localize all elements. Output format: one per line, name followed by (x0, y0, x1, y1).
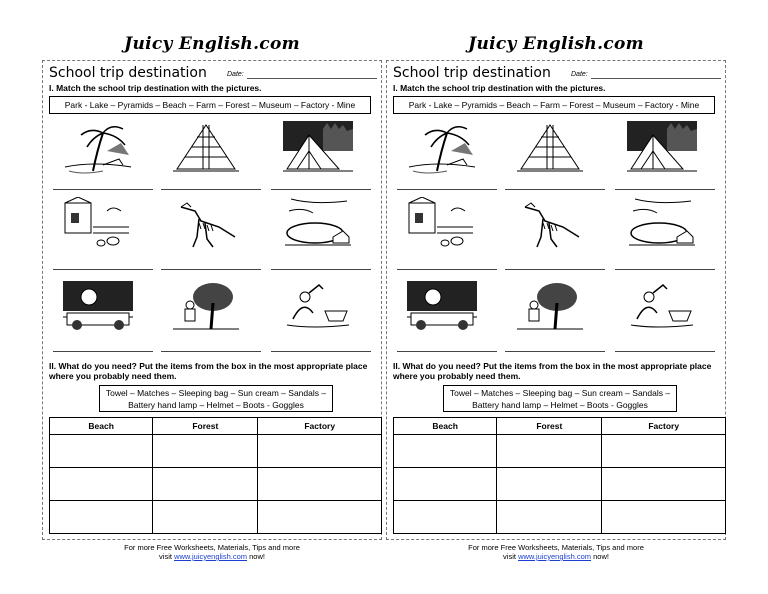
footer-visit: visit (159, 552, 172, 561)
table-cell[interactable] (50, 435, 153, 468)
worksheet (386, 60, 726, 540)
section2-instruction-line2: where you probably need them. (393, 371, 521, 381)
footer-link[interactable]: www.juicyenglish.com (518, 552, 592, 561)
table-cell[interactable] (394, 501, 497, 534)
miner-picture (283, 279, 353, 333)
worksheet-title: School trip destination (49, 65, 207, 81)
lake-picture (283, 197, 353, 251)
table-header-forest: Forest (153, 418, 258, 435)
beach-palm-picture (407, 121, 477, 175)
worksheet (42, 60, 382, 540)
table-cell[interactable] (153, 501, 258, 534)
worksheet-title: School trip destination (393, 65, 551, 81)
pyramid-picture (515, 121, 585, 175)
beach-palm-picture (63, 121, 133, 175)
date-label: Date: (227, 71, 244, 78)
table-cell[interactable] (602, 501, 726, 534)
table-header-factory: Factory (602, 418, 726, 435)
footer-now: now! (593, 552, 609, 561)
worksheet-copy-left (42, 0, 382, 594)
table-cell[interactable] (258, 501, 382, 534)
table-cell[interactable] (394, 468, 497, 501)
table-cell[interactable] (258, 468, 382, 501)
worksheet-copy-right (386, 0, 726, 594)
brand-logo: Juicy English.com (124, 34, 300, 54)
items-wordbox-line1: Towel – Matches – Sleeping bag – Sun cream – Sandals – (449, 388, 671, 398)
items-wordbox-line2: Battery hand lamp – Helmet – Boots - Goggles (128, 400, 304, 410)
section1-instruction: I. Match the school trip destination with the pictures. (49, 83, 262, 93)
camp-tent-picture (627, 121, 697, 175)
table-cell[interactable] (258, 435, 382, 468)
table-cell[interactable] (602, 435, 726, 468)
factory-worker-picture (63, 279, 133, 333)
section2-instruction-line2: where you probably need them. (49, 371, 177, 381)
table-header-beach: Beach (50, 418, 153, 435)
section2-instruction-line1: II. What do you need? Put the items from the box in the most appropriate place (393, 361, 712, 371)
table-cell[interactable] (153, 435, 258, 468)
dinosaur-skeleton-picture (171, 197, 241, 251)
table-cell[interactable] (50, 501, 153, 534)
table-header-beach: Beach (394, 418, 497, 435)
items-wordbox (99, 385, 333, 412)
pyramid-picture (171, 121, 241, 175)
footer (386, 543, 726, 561)
footer-line1: For more Free Worksheets, Materials, Tips and more (124, 543, 300, 552)
date-label: Date: (571, 71, 588, 78)
items-table (393, 417, 726, 534)
footer-visit: visit (503, 552, 516, 561)
lake-picture (627, 197, 697, 251)
table-cell[interactable] (497, 468, 602, 501)
table-cell[interactable] (153, 468, 258, 501)
table-cell[interactable] (602, 468, 726, 501)
items-wordbox-line1: Towel – Matches – Sleeping bag – Sun cream – Sandals – (105, 388, 327, 398)
forest-tree-picture (515, 279, 585, 333)
miner-picture (627, 279, 697, 333)
table-header-factory: Factory (258, 418, 382, 435)
destination-wordbox: Park - Lake – Pyramids – Beach – Farm – Forest – Museum – Factory - Mine (393, 96, 715, 114)
dinosaur-skeleton-picture (515, 197, 585, 251)
date-line (591, 78, 721, 79)
farm-picture (407, 197, 477, 251)
items-wordbox-line2: Battery hand lamp – Helmet – Boots - Goggles (472, 400, 648, 410)
camp-tent-picture (283, 121, 353, 175)
destination-wordbox: Park - Lake – Pyramids – Beach – Farm – Forest – Museum – Factory - Mine (49, 96, 371, 114)
items-wordbox (443, 385, 677, 412)
footer-line1: For more Free Worksheets, Materials, Tips and more (468, 543, 644, 552)
table-cell[interactable] (497, 501, 602, 534)
table-header-forest: Forest (497, 418, 602, 435)
footer-now: now! (249, 552, 265, 561)
section2-instruction-line1: II. What do you need? Put the items from the box in the most appropriate place (49, 361, 368, 371)
section1-instruction: I. Match the school trip destination with the pictures. (393, 83, 606, 93)
factory-worker-picture (407, 279, 477, 333)
footer (42, 543, 382, 561)
table-cell[interactable] (50, 468, 153, 501)
farm-picture (63, 197, 133, 251)
table-cell[interactable] (394, 435, 497, 468)
items-table (49, 417, 382, 534)
brand-logo: Juicy English.com (468, 34, 644, 54)
forest-tree-picture (171, 279, 241, 333)
footer-link[interactable]: www.juicyenglish.com (174, 552, 248, 561)
date-line (247, 78, 377, 79)
table-cell[interactable] (497, 435, 602, 468)
